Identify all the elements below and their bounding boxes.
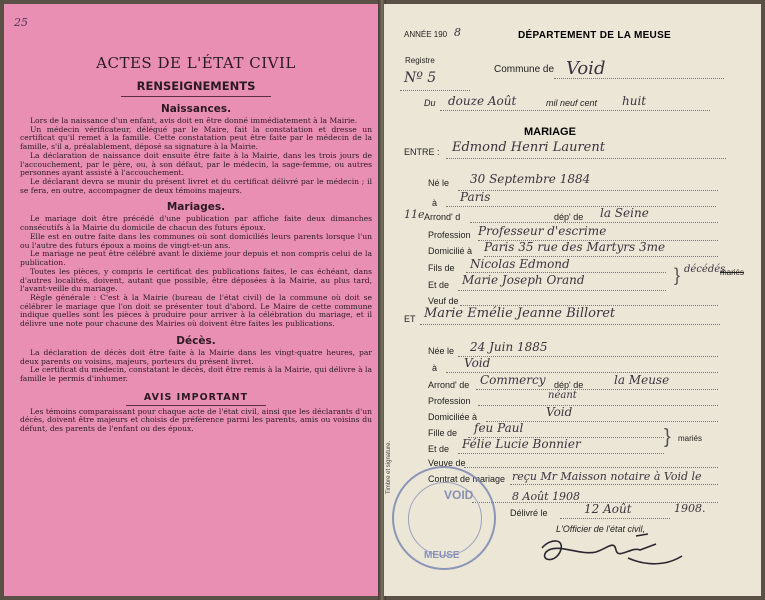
paragraph: Le certificat du médecin, constatant le décès, doit être remis à la Mairie, qui délivre à la famille le permis d'inhumer. [20,365,372,383]
paragraph: Toutes les pièces, y compris le certificat des publications faites, le cas échéant, dans d'autres localités, doivent, autant que possible, être déposées à la Mairie, au plus tard, l'avant-veille du mariage. [20,266,372,294]
stamp-text-bottom: MEUSE [424,550,460,561]
registre-label: Registre [405,56,435,65]
wife-domicile: Void [546,405,573,419]
fille-label: Fille de [428,428,458,438]
husband-mother: Marie Joseph Orand [462,273,585,287]
husband-domicile: Paris 35 rue des Martyrs 3me [484,240,666,254]
paragraph: Règle générale : C'est à la Mairie (bureau de l'état civil) de la commune où doit se célébrer le mariage que l'on doit se présenter tout d'abord. Le Maire de cette commune indique quelles sont les pièces à produire pour arriver à la célébration du mariage, et il délivre une note pour chacune des Mairies où doivent être faites les publications. [20,292,372,329]
mil-label: mil neuf cent [546,98,598,108]
dotted-line [470,222,718,223]
du-label: Du [424,98,436,108]
dotted-line [458,290,666,291]
decedes-note: décédés [684,264,726,275]
wife-birth: 24 Juin 1885 [470,340,548,354]
officier-label: L'Officier de l'état civil, [556,524,645,534]
timbre-label: Timbre et signature. [386,440,392,494]
dept-label: dép' de [554,212,584,222]
paragraph: La déclaration de naissance doit ensuite être faite à la Mairie, dans les trois jours de l'accouchement, par le père, ou, à son défaut, par le médecin, la sage-femme, ou autres personnes ayant assisté à l'accouchement. [20,150,372,178]
profession-label: Profession [428,230,471,240]
paragraph: Lors de la naissance d'un enfant, avis doit en être donné immédiatement à la Mairie. [30,116,358,125]
arrond-label: Arrond' d [424,212,461,222]
delivre-label: Délivré le [510,508,548,518]
contrat-value: reçu Mr Maisson notaire à Void le 8 Août 1908 [512,470,702,503]
wife-birthplace: Void [464,356,491,370]
domicilie-label: Domicilié à [428,246,473,256]
left-page [4,4,380,596]
section-heading-deces: Décès. [176,334,216,347]
husband-dept: la Seine [600,206,649,220]
arrond2-label: Arrond' de [428,380,470,390]
veuf-label: Veuf de [428,296,459,306]
paragraph: Le mariage ne peut être célébré avant le dixième jour depuis et non compris celui de la publication. [20,249,372,268]
maries-label: mariés [678,434,703,443]
wife-profession: néant [548,390,577,401]
wife-dept: la Meuse [614,373,670,387]
brace: } [674,265,681,285]
dotted-line [478,405,718,406]
maries-label: mariés [720,268,745,277]
dotted-line [458,453,664,454]
departement-heading: DÉPARTEMENT DE LA MEUSE [518,30,672,41]
page-number: 25 [14,16,28,29]
dotted-line [446,206,716,207]
husband-name: Edmond Henri Laurent [452,140,605,155]
husband-birth: 30 Septembre 1884 [470,172,591,186]
left-title: ACTES DE L'ÉTAT CIVIL [96,54,296,72]
registre-number: Nº 5 [404,70,437,86]
left-subtitle: RENSEIGNEMENTS [136,79,256,93]
et-de-label: Et de [428,444,450,454]
mairie-stamp [392,466,496,570]
commune-label: Commune de [494,64,555,75]
dept-label: dép' de [554,380,584,390]
dotted-line [400,90,470,91]
profession-label: Profession [428,396,471,406]
mil-value: huit [622,94,647,108]
annee-value: 8 [454,26,461,39]
dotted-line [560,518,670,519]
delivre-value: 12 Août [584,502,632,516]
wife-mother: Félie Lucie Bonnier [462,437,581,451]
husband-profession: Professeur d'escrime [478,224,607,238]
paragraph: Le mariage doit être précédé d'une publication par affiche faite deux dimanches consécutifs à la Mairie du domicile de chacun des futurs époux. [20,214,372,233]
husband-father: Nicolas Edmond [470,257,570,271]
delivre-year: 1908. [674,502,706,515]
paragraph: Le déclarant devra se munir du présent livret et du certificat délivré par le médecin ; il se fera, en outre, accompagner de deux témoins majeurs. [20,177,372,195]
husband-birthplace: Paris [460,190,491,204]
mariage-heading: MARIAGE [524,126,576,138]
brace: } [664,426,671,448]
wife-father: feu Paul [474,421,524,435]
du-value: douze Août [448,94,517,108]
ne-le-label: Né le [428,178,450,188]
entre-label: ENTRE : [404,147,440,157]
domiciliee-label: Domiciliée à [428,412,478,422]
paragraph: Un médecin vérificateur, délégué par le Maire, fait la constatation et dresse un certificat qu'il remet à la famille. Cette constatation peut être faite par le médecin de la famille, s'il a, préalablement, déposé sa signature à la Mairie. [20,124,372,152]
wife-arrond: Commercy [480,373,546,387]
wife-name: Marie Emélie Jeanne Billoret [424,306,616,321]
husband-arrond: 11e [404,208,425,221]
dotted-line [440,110,710,111]
a-label: à [432,198,438,208]
dotted-line [554,78,724,79]
commune-value: Void [566,58,606,79]
paragraph: La déclaration de décès doit être faite à la Mairie dans les vingt-quatre heures, par deux parents ou voisins, majeurs, porteurs du présent livret. [20,347,372,366]
stamp-text-top: VOID [444,488,474,502]
dotted-line [458,356,718,357]
officer-signature [536,526,686,580]
section-heading-naissances: Naissances. [160,103,232,115]
annee-label: ANNÉE 190 [404,30,448,39]
section-heading-avis: AVIS IMPORTANT [143,391,249,403]
et-de-label: Et de [428,280,450,290]
section-heading-mariages: Mariages. [166,201,226,214]
dotted-line [476,389,718,390]
dotted-line [420,324,720,325]
paragraph: Les témoins comparaissant pour chaque acte de l'état civil, ainsi que les déclarants d'un décès, doivent être majeurs et choisis de préférence parmi les parents, amis ou voisins du défunt, des parents de l'enfant ou des époux. [20,406,372,434]
dotted-line [458,190,718,191]
nee-le-label: Née le [428,346,455,356]
contrat-label: Contrat de mariage [428,474,506,484]
dotted-line [510,484,718,485]
a-label: à [432,363,438,373]
fils-label: Fils de [428,263,455,273]
subtitle-rule [121,96,271,97]
et-label: ET [404,314,416,324]
paragraph: Elle est en outre faite dans les communes où sont domiciliés leurs parents lorsque l'un ou l'autre des futurs époux a moins de vingt-et-un ans. [20,231,372,250]
dotted-line [446,158,726,159]
veuve-label: Veuve de [428,458,466,468]
avis-rule [126,405,266,406]
